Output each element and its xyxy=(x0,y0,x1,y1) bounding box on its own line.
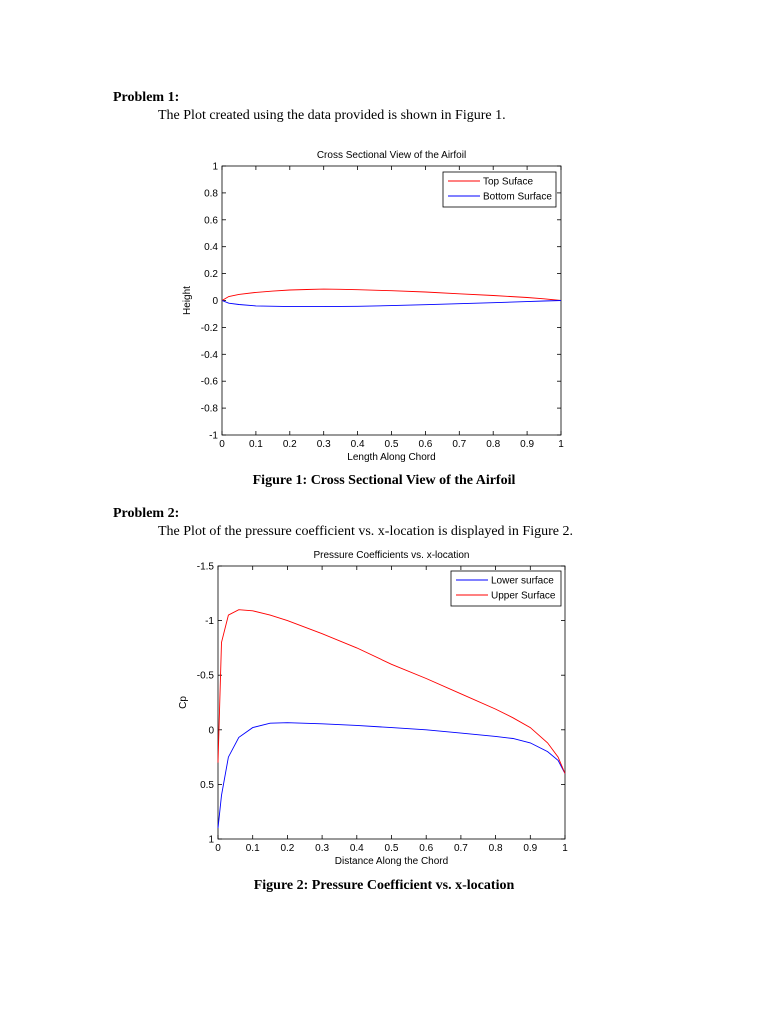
y-tick-label: 1 xyxy=(208,834,214,846)
x-tick-label: 0.5 xyxy=(384,843,399,854)
x-tick-label: 0.4 xyxy=(350,439,365,450)
x-tick-label: 0 xyxy=(215,843,221,854)
x-tick-label: 0.6 xyxy=(418,439,433,450)
legend-label: Top Suface xyxy=(483,176,534,188)
x-tick-label: 0.7 xyxy=(452,439,467,450)
y-axis-label: Cp xyxy=(178,696,189,709)
y-tick-label: 0.8 xyxy=(204,188,218,200)
problem-2-heading: Problem 2: xyxy=(113,506,180,521)
x-tick-label: 1 xyxy=(562,843,568,854)
plot-frame xyxy=(218,566,565,839)
chart-title: Cross Sectional View of the Airfoil xyxy=(316,150,467,161)
chart-title: Pressure Coefficients vs. x-location xyxy=(313,550,470,561)
legend-label: Lower surface xyxy=(491,575,554,587)
y-tick-label: -1 xyxy=(209,430,218,442)
problem-1-text: The Plot created using the data provided is shown in Figure 1. xyxy=(158,108,506,123)
y-tick-label: -0.6 xyxy=(200,376,218,388)
x-tick-label: 0.7 xyxy=(453,843,468,854)
y-tick-label: -0.2 xyxy=(200,322,218,334)
figure-2-caption: Figure 2: Pressure Coefficient vs. x-location xyxy=(253,878,515,893)
legend-label: Upper Surface xyxy=(491,590,556,602)
x-tick-label: 0.3 xyxy=(316,439,331,450)
x-tick-label: 0.2 xyxy=(282,439,297,450)
problem-2-text: The Plot of the pressure coefficient vs. x-location is displayed in Figure 2. xyxy=(158,524,573,539)
legend-label: Bottom Surface xyxy=(483,191,552,203)
x-tick-label: 0.9 xyxy=(523,843,538,854)
y-tick-label: 0.4 xyxy=(204,242,218,254)
y-tick-label: 0 xyxy=(212,296,218,307)
x-tick-label: 0.5 xyxy=(384,439,399,450)
x-tick-label: 0.1 xyxy=(245,843,260,854)
x-tick-label: 0.4 xyxy=(349,843,364,854)
y-tick-label: -1.5 xyxy=(196,561,214,573)
y-tick-label: -0.4 xyxy=(200,349,218,361)
y-tick-label: 0.6 xyxy=(204,215,218,227)
series-line-1 xyxy=(218,723,565,828)
y-tick-label: -0.5 xyxy=(196,670,214,682)
y-tick-label: 0.2 xyxy=(204,269,218,281)
y-tick-label: 0.5 xyxy=(200,779,214,791)
y-tick-label: -1 xyxy=(205,616,214,628)
y-tick-label: -0.8 xyxy=(200,403,218,415)
x-tick-label: 0.6 xyxy=(419,843,434,854)
y-tick-label: 1 xyxy=(212,161,218,173)
x-tick-label: 0.1 xyxy=(248,439,263,450)
figure-1-caption: Figure 1: Cross Sectional View of the Airfoil xyxy=(252,473,516,488)
x-tick-label: 0 xyxy=(219,439,225,450)
x-tick-label: 0.8 xyxy=(488,843,503,854)
series-line-2 xyxy=(218,610,565,774)
x-axis-label: Distance Along the Chord xyxy=(334,856,449,867)
problem-1-heading: Problem 1: xyxy=(113,90,180,105)
x-tick-label: 1 xyxy=(558,439,564,450)
x-tick-label: 0.3 xyxy=(315,843,330,854)
y-axis-label: Height xyxy=(182,286,193,315)
y-tick-label: 0 xyxy=(208,725,214,737)
x-tick-label: 0.9 xyxy=(520,439,535,450)
x-axis-label: Length Along Chord xyxy=(347,452,436,463)
x-tick-label: 0.2 xyxy=(280,843,295,854)
x-tick-label: 0.8 xyxy=(486,439,501,450)
